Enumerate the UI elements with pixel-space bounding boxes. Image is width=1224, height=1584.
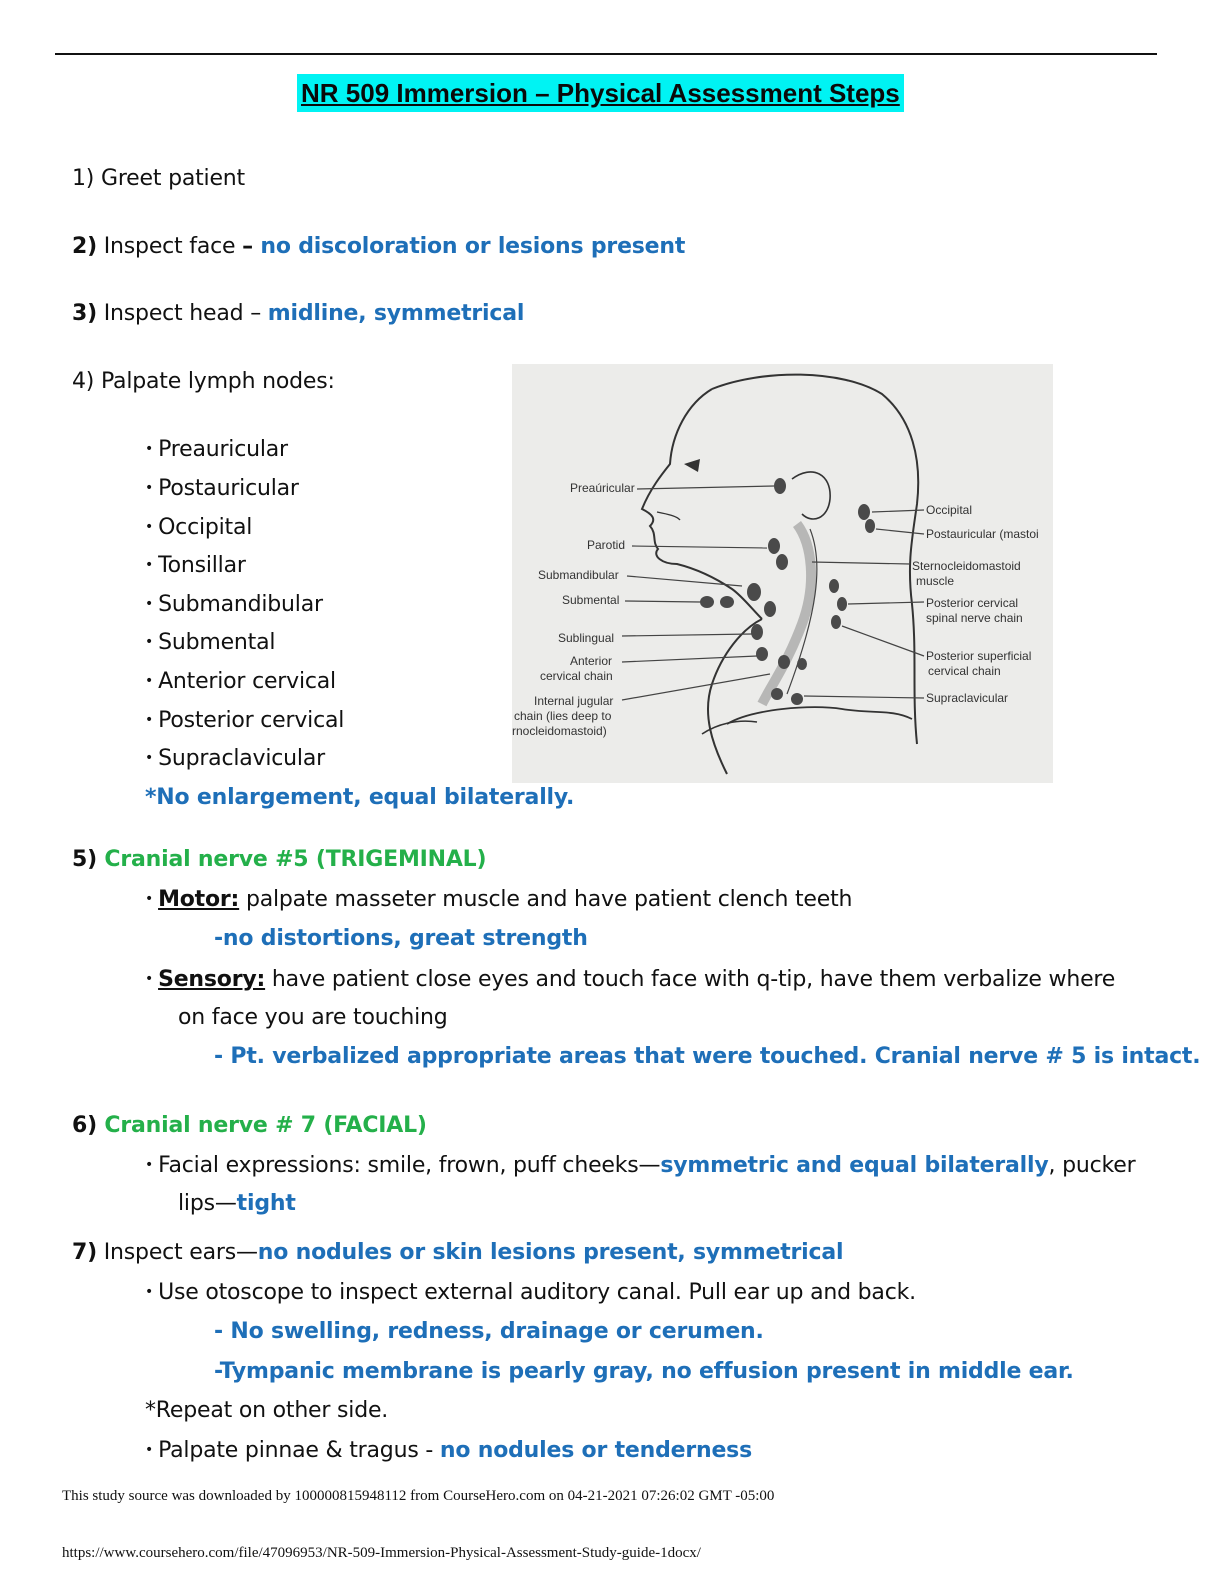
diagram-label: Sternocleidomastoid <box>912 559 1021 573</box>
diagram-label: spinal nerve chain <box>926 611 1023 625</box>
lymph-node-label: Postauricular <box>158 476 299 501</box>
step-1: 1) Greet patient <box>72 166 245 191</box>
step-5-title: Cranial nerve #5 (TRIGEMINAL) <box>96 847 487 872</box>
lymph-node-label: Supraclavicular <box>158 746 325 771</box>
step-7-number: 7) <box>72 1240 97 1265</box>
sensory-label: Sensory: <box>158 967 266 992</box>
lymph-node-label: Preauricular <box>158 437 288 462</box>
diagram-label: Postauricular (mastoi <box>926 527 1039 541</box>
lymph-node-label: Submandibular <box>158 592 323 617</box>
top-rule <box>55 53 1157 55</box>
diagram-label: Occipital <box>926 503 973 517</box>
diagram-label: Internal jugular <box>534 694 614 708</box>
motor-finding: -no distortions, great strength <box>214 926 588 951</box>
step-5-motor: • Motor: palpate masseter muscle and have patient clench teeth <box>145 887 853 912</box>
lips-text: lips— <box>178 1191 237 1216</box>
step-5-heading <box>72 846 486 874</box>
diagram-label: Parotid <box>587 538 626 552</box>
lymph-node-note: *No enlargement, equal bilaterally. <box>145 785 575 810</box>
source-note: This study source was downloaded by 100000815948112 from CourseHero.com on 04-21-2021 07:26:02 GMT -05:00 <box>62 1488 775 1504</box>
diagram-label: Submandibular <box>538 568 619 582</box>
step-7-text: Inspect ears— <box>96 1240 258 1265</box>
lymph-node-item: • Tonsillar <box>145 553 246 578</box>
otoscope-step: • Use otoscope to inspect external auditory canal. Pull ear up and back. <box>145 1280 916 1305</box>
diagram-label: Preaúricular <box>570 481 635 495</box>
diagram-label: muscle <box>916 574 955 588</box>
step-3-text: Inspect head – <box>96 301 268 326</box>
lymph-node-label: Anterior cervical <box>158 669 336 694</box>
step-6-lips <box>178 1190 296 1218</box>
step-7-finding: no nodules or skin lesions present, symmetrical <box>257 1240 844 1265</box>
lymph-node-diagram <box>512 364 1053 783</box>
lymph-node-label: Occipital <box>158 515 253 540</box>
diagram-label: Supraclavicular <box>926 691 1009 705</box>
step-2 <box>72 233 685 261</box>
step-6-title: Cranial nerve # 7 (FACIAL) <box>96 1113 427 1138</box>
diagram-label: Posterior superficial <box>926 649 1032 663</box>
step-6-expressions: • Facial expressions: smile, frown, puff cheeks—symmetric and equal bilaterally, pucker <box>145 1153 1136 1178</box>
diagram-label: rnocleidomastoid) <box>512 724 607 738</box>
diagram-label: Posterior cervical <box>926 596 1019 610</box>
step-5-number: 5) <box>72 847 97 872</box>
step-3-number: 3) <box>72 301 97 326</box>
otoscope-finding-1: - No swelling, redness, drainage or cerumen. <box>214 1319 764 1344</box>
expressions-text: Facial expressions: smile, frown, puff cheeks— <box>158 1153 661 1178</box>
step-2-dash: – <box>242 234 253 259</box>
lymph-node-label: Submental <box>158 630 276 655</box>
diagram-label: cervical chain <box>540 669 613 683</box>
diagram-label: cervical chain <box>928 664 1001 678</box>
source-url[interactable]: https://www.coursehero.com/file/47096953/NR-509-Immersion-Physical-Assessment-Study-guide-1docx/ <box>62 1545 701 1561</box>
step-3-finding: midline, symmetrical <box>267 301 525 326</box>
step-3 <box>72 300 524 328</box>
palpate-step: • Palpate pinnae & tragus - no nodules or tenderness <box>145 1438 752 1463</box>
page-title: NR 509 Immersion – Physical Assessment Steps <box>297 74 904 112</box>
expressions-text-b: , pucker <box>1048 1153 1136 1178</box>
sensory-finding: - Pt. verbalized appropriate areas that were touched. Cranial nerve # 5 is intact. <box>214 1044 1201 1069</box>
expressions-finding: symmetric and equal bilaterally <box>660 1153 1049 1178</box>
otoscope-text: Use otoscope to inspect external auditory canal. Pull ear up and back. <box>158 1280 916 1305</box>
lymph-node-item: • Postauricular <box>145 476 299 501</box>
repeat-note: *Repeat on other side. <box>145 1398 389 1423</box>
lymph-node-item: • Posterior cervical <box>145 708 345 733</box>
step-2-finding: no discoloration or lesions present <box>252 234 686 259</box>
motor-label: Motor: <box>158 887 240 912</box>
lymph-node-item: • Submandibular <box>145 592 323 617</box>
step-5-sensory: • Sensory: have patient close eyes and touch face with q-tip, have them verbalize where <box>145 967 1116 992</box>
step-6-number: 6) <box>72 1113 97 1138</box>
otoscope-finding-2: -Tympanic membrane is pearly gray, no effusion present in middle ear. <box>214 1359 1074 1384</box>
step-7-heading <box>72 1239 843 1267</box>
sensory-text-continued: on face you are touching <box>178 1005 448 1030</box>
step-4-heading: 4) Palpate lymph nodes: <box>72 369 335 394</box>
lymph-node-item: • Supraclavicular <box>145 746 325 771</box>
lymph-node-label: Posterior cervical <box>158 708 345 733</box>
lymph-node-label: Tonsillar <box>158 553 246 578</box>
step-2-text: Inspect face <box>96 234 243 259</box>
diagram-label: Anterior <box>570 654 613 668</box>
lips-finding: tight <box>236 1191 296 1216</box>
sensory-text: have patient close eyes and touch face with q-tip, have them verbalize where <box>265 967 1116 992</box>
diagram-label: Submental <box>562 593 620 607</box>
lymph-node-item: • Anterior cervical <box>145 669 336 694</box>
motor-text: palpate masseter muscle and have patient clench teeth <box>239 887 853 912</box>
palpate-finding: no nodules or tenderness <box>439 1438 752 1463</box>
step-6-heading <box>72 1112 427 1140</box>
head-neck-illustration <box>512 364 1053 783</box>
step-2-number: 2) <box>72 234 97 259</box>
diagram-label: Sublingual <box>558 631 615 645</box>
lymph-node-item: • Occipital <box>145 515 253 540</box>
diagram-label: chain (lies deep to <box>514 709 612 723</box>
palpate-text: Palpate pinnae & tragus - <box>158 1438 440 1463</box>
lymph-node-item: • Submental <box>145 630 276 655</box>
lymph-node-item: • Preauricular <box>145 437 288 462</box>
